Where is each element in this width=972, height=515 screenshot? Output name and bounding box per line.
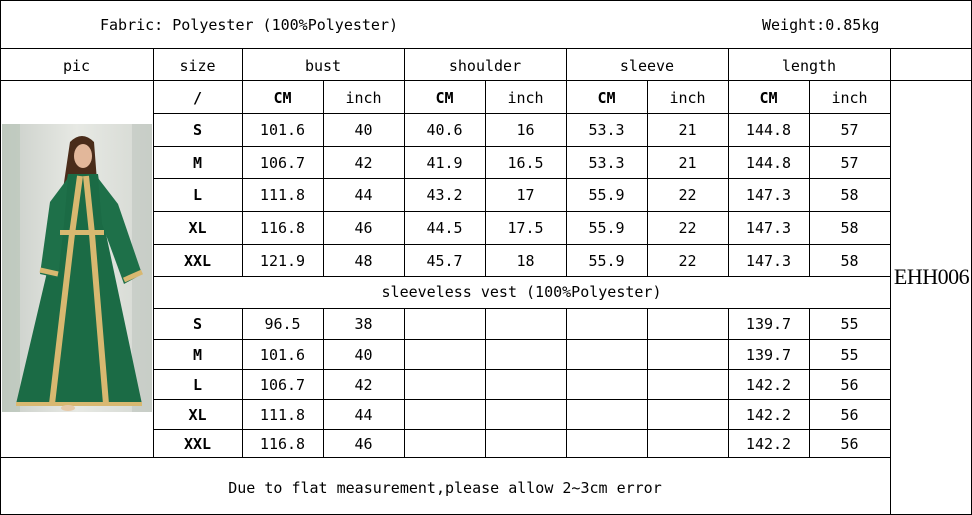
dress-row-cell: 57	[840, 121, 859, 139]
dress-row-cell: 55.9	[588, 186, 625, 204]
vest-row-cell: 40	[354, 345, 373, 364]
grid-line	[728, 48, 729, 276]
grid-line	[566, 308, 567, 457]
vest-row-cell: 44	[354, 405, 373, 424]
grid-line	[809, 80, 810, 276]
vest-row-cell	[566, 340, 647, 369]
vest-row-cell	[485, 400, 566, 429]
grid-line	[153, 369, 890, 370]
dress-row-cell: 21	[678, 153, 697, 172]
vest-title: sleeveless vest (100%Polyester)	[381, 283, 662, 301]
vest-row-cell: XL	[188, 405, 207, 424]
dress-row-cell: 45.7	[426, 251, 463, 270]
dress-row-cell: 111.8	[259, 186, 306, 204]
dress-row-cell: 44.5	[426, 219, 463, 237]
grid-line	[0, 80, 972, 81]
vest-row-cell: 55	[840, 345, 859, 364]
vest-row-cell	[566, 370, 647, 399]
grid-line	[728, 308, 729, 457]
bust-header: bust	[304, 57, 342, 75]
dress-row-cell: 48	[354, 251, 373, 270]
vest-row-cell: L	[192, 375, 203, 394]
vest-row-cell	[647, 370, 728, 399]
dress-row-cell: 44	[354, 186, 373, 204]
vest-row-cell: 56	[840, 405, 859, 424]
vest-row-cell	[566, 309, 647, 339]
dress-row-cell: XXL	[183, 251, 212, 270]
dress-row-cell: 55.9	[588, 251, 625, 270]
grid-line	[647, 308, 648, 457]
grid-line	[647, 80, 648, 276]
grid-line	[0, 457, 890, 458]
model-in-dress-image	[2, 124, 152, 412]
vest-row-cell	[647, 400, 728, 429]
dress-row-cell: 116.8	[259, 219, 306, 237]
grid-line	[153, 211, 890, 212]
vest-row-cell: 56	[840, 434, 859, 453]
dress-row-cell: 147.3	[745, 219, 792, 237]
unit-cell: inch	[669, 88, 706, 107]
grid-line	[153, 146, 890, 147]
grid-line	[485, 80, 486, 276]
dress-row-cell: 144.8	[745, 121, 792, 139]
grid-line	[153, 308, 890, 309]
dress-row-cell: 16.5	[507, 153, 544, 172]
sleeve-header: sleeve	[619, 57, 675, 75]
grid-line	[0, 0, 972, 1]
grid-line	[0, 0, 1, 515]
vest-row-cell	[485, 340, 566, 369]
vest-row-cell	[566, 430, 647, 457]
vest-row-cell: 96.5	[264, 315, 301, 333]
dress-row-cell: 147.3	[745, 186, 792, 204]
vest-row-cell: 55	[840, 315, 859, 333]
grid-line	[809, 308, 810, 457]
size-header: size	[179, 57, 216, 75]
dress-row-cell: 58	[840, 219, 859, 237]
dress-row-cell: 101.6	[259, 121, 306, 139]
grid-line	[153, 178, 890, 179]
unit-cell: inch	[507, 88, 544, 107]
unit-cell: /	[192, 88, 203, 107]
grid-line	[890, 48, 891, 515]
dress-row-cell: 58	[840, 186, 859, 204]
length-header: length	[781, 57, 837, 75]
unit-cell: CM	[759, 88, 778, 107]
dress-row-cell: 55.9	[588, 219, 625, 237]
unit-cell: inch	[831, 88, 868, 107]
grid-line	[0, 48, 972, 49]
vest-row-cell	[485, 370, 566, 399]
grid-line	[153, 113, 890, 114]
vest-row-cell: 56	[840, 375, 859, 394]
unit-cell: inch	[345, 88, 382, 107]
dress-row-cell: XL	[188, 219, 207, 237]
vest-row-cell: 38	[354, 315, 373, 333]
pic-header: pic	[62, 57, 91, 75]
grid-line	[242, 308, 243, 457]
vest-row-cell	[404, 430, 485, 457]
product-photo	[2, 124, 152, 412]
dress-row-cell: 22	[678, 219, 697, 237]
unit-cell: CM	[597, 88, 616, 107]
dress-row-cell: 53.3	[588, 153, 625, 172]
shoulder-header: shoulder	[448, 57, 522, 75]
dress-row-cell: 106.7	[259, 153, 306, 172]
vest-row-cell	[485, 430, 566, 457]
vest-row-cell: XXL	[183, 434, 212, 453]
dress-row-cell: M	[192, 153, 203, 172]
vest-row-cell: 139.7	[745, 345, 792, 364]
product-code: EHH006	[893, 264, 970, 289]
grid-line	[153, 339, 890, 340]
dress-row-cell: L	[192, 186, 203, 204]
dress-row-cell: 58	[840, 251, 859, 270]
grid-line	[323, 308, 324, 457]
unit-cell: CM	[435, 88, 454, 107]
dress-row-cell: 22	[678, 251, 697, 270]
grid-line	[323, 80, 324, 276]
weight-label: Weight:0.85kg	[762, 16, 880, 34]
dress-row-cell: 43.2	[426, 186, 463, 204]
vest-row-cell: 142.2	[745, 434, 792, 453]
grid-line	[153, 276, 890, 277]
vest-row-cell: 101.6	[259, 345, 306, 364]
fabric-label: Fabric: Polyester (100%Polyester)	[100, 16, 399, 34]
vest-row-cell: 42	[354, 375, 373, 394]
dress-row-cell: 46	[354, 219, 373, 237]
grid-line	[153, 429, 890, 430]
vest-row-cell	[404, 370, 485, 399]
grid-line	[404, 308, 405, 457]
dress-row-cell: 21	[678, 121, 697, 139]
dress-row-cell: 17.5	[507, 219, 544, 237]
dress-row-cell: 18	[516, 251, 535, 270]
vest-row-cell: 142.2	[745, 405, 792, 424]
vest-row-cell	[404, 400, 485, 429]
vest-row-cell: 106.7	[259, 375, 306, 394]
dress-row-cell: 144.8	[745, 153, 792, 172]
vest-row-cell	[404, 309, 485, 339]
grid-line	[485, 308, 486, 457]
dress-row-cell: 40.6	[426, 121, 463, 139]
grid-line	[153, 244, 890, 245]
dress-row-cell: S	[192, 121, 203, 139]
vest-row-cell	[566, 400, 647, 429]
vest-row-cell	[485, 309, 566, 339]
dress-row-cell: 147.3	[745, 251, 792, 270]
dress-row-cell: 40	[354, 121, 373, 139]
footer-note: Due to flat measurement,please allow 2~3cm error	[228, 478, 662, 497]
grid-line	[566, 48, 567, 276]
vest-row-cell	[404, 340, 485, 369]
vest-row-cell: 116.8	[259, 434, 306, 453]
vest-row-cell	[647, 340, 728, 369]
dress-row-cell: 16	[516, 121, 535, 139]
grid-line	[153, 399, 890, 400]
vest-row-cell	[647, 309, 728, 339]
vest-row-cell: 111.8	[259, 405, 306, 424]
vest-row-cell: 142.2	[745, 375, 792, 394]
grid-line	[153, 48, 154, 457]
unit-cell: CM	[273, 88, 292, 107]
dress-row-cell: 22	[678, 186, 697, 204]
dress-row-cell: 53.3	[588, 121, 625, 139]
vest-row-cell: 139.7	[745, 315, 792, 333]
dress-row-cell: 41.9	[426, 153, 463, 172]
vest-row-cell: S	[192, 315, 203, 333]
dress-row-cell: 42	[354, 153, 373, 172]
dress-row-cell: 121.9	[259, 251, 306, 270]
grid-line	[242, 48, 243, 276]
vest-row-cell: 46	[354, 434, 373, 453]
dress-row-cell: 57	[840, 153, 859, 172]
grid-line	[404, 48, 405, 276]
vest-row-cell	[647, 430, 728, 457]
dress-row-cell: 17	[516, 186, 535, 204]
vest-row-cell: M	[192, 345, 203, 364]
